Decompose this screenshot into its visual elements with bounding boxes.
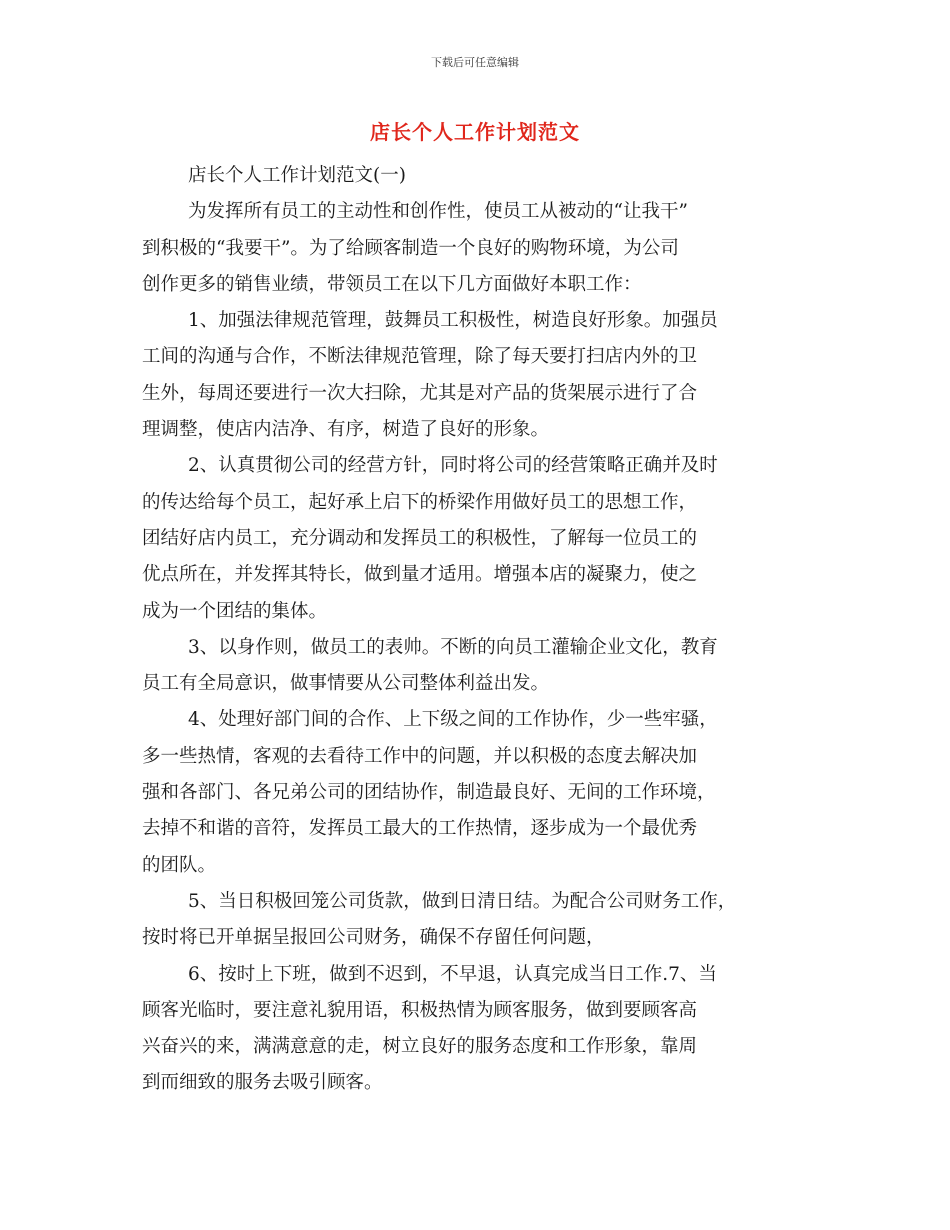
text-line: 多一些热情，客观的去看待工作中的问题，并以积极的态度去解决加 (142, 745, 698, 767)
document-body (142, 158, 832, 1102)
text-line: 3、以身作则，做员工的表帅。不断的向员工灌输企业文化，教育 (188, 636, 718, 658)
text-line: 理调整，使店内洁净、有序，树造了良好的形象。 (142, 419, 550, 441)
text-line: 去掉不和谐的音符，发挥员工最大的工作热情，逐步成为一个最优秀 (142, 818, 698, 840)
text-line: 的传达给每个员工，起好承上启下的桥梁作用做好员工的思想工作， (142, 491, 698, 513)
text-line: 2、认真贯彻公司的经营方针，同时将公司的经营策略正确并及时 (188, 455, 718, 477)
text-line: 优点所在，并发挥其特长，做到量才适用。增强本店的凝聚力，使之 (142, 564, 698, 586)
text-line: 团结好店内员工，充分调动和发挥员工的积极性，了解每一位员工的 (142, 527, 698, 549)
text-line: 工间的沟通与合作，不断法律规范管理，除了每天要打扫店内外的卫 (142, 346, 698, 368)
text-line: 的团队。 (142, 854, 217, 876)
text-line: 5、当日积极回笼公司货款，做到日清日结。为配合公司财务工作， (188, 890, 737, 912)
text-line: 到积极的“我要干”。为了给顾客制造一个良好的购物环境，为公司 (142, 237, 679, 259)
page-header: 下载后可任意编辑 (431, 56, 519, 69)
text-line: 1、加强法律规范管理，鼓舞员工积极性，树造良好形象。加强员 (188, 310, 718, 332)
text-line: 强和各部门、各兄弟公司的团结协作，制造最良好、无间的工作环境， (142, 782, 716, 804)
text-line: 4、处理好部门间的合作、上下级之间的工作协作，少一些牢骚， (188, 709, 718, 731)
text-line: 为发挥所有员工的主动性和创作性，使员工从被动的“让我干” (188, 201, 688, 223)
text-line: 员工有全局意识，做事情要从公司整体利益出发。 (142, 673, 550, 695)
document-title: 店长个人工作计划范文 (370, 120, 580, 144)
text-line: 成为一个团结的集体。 (142, 600, 328, 622)
text-line: 店长个人工作计划范文(一) (188, 165, 406, 186)
text-line: 6、按时上下班，做到不迟到，不早退，认真完成当日工作.7、当 (188, 963, 717, 985)
text-line: 顾客光临时，要注意礼貌用语，积极热情为顾客服务，做到要顾客高 (142, 999, 698, 1021)
text-line: 生外，每周还要进行一次大扫除，尤其是对产品的货架展示进行了合 (142, 382, 698, 404)
text-line: 创作更多的销售业绩，带领员工在以下几方面做好本职工作： (142, 273, 642, 295)
text-line: 兴奋兴的来，满满意意的走，树立良好的服务态度和工作形象，靠周 (142, 1036, 698, 1058)
text-line: 到而细致的服务去吸引顾客。 (142, 1072, 383, 1094)
text-line: 按时将已开单据呈报回公司财务，确保不存留任何问题， (142, 927, 605, 949)
